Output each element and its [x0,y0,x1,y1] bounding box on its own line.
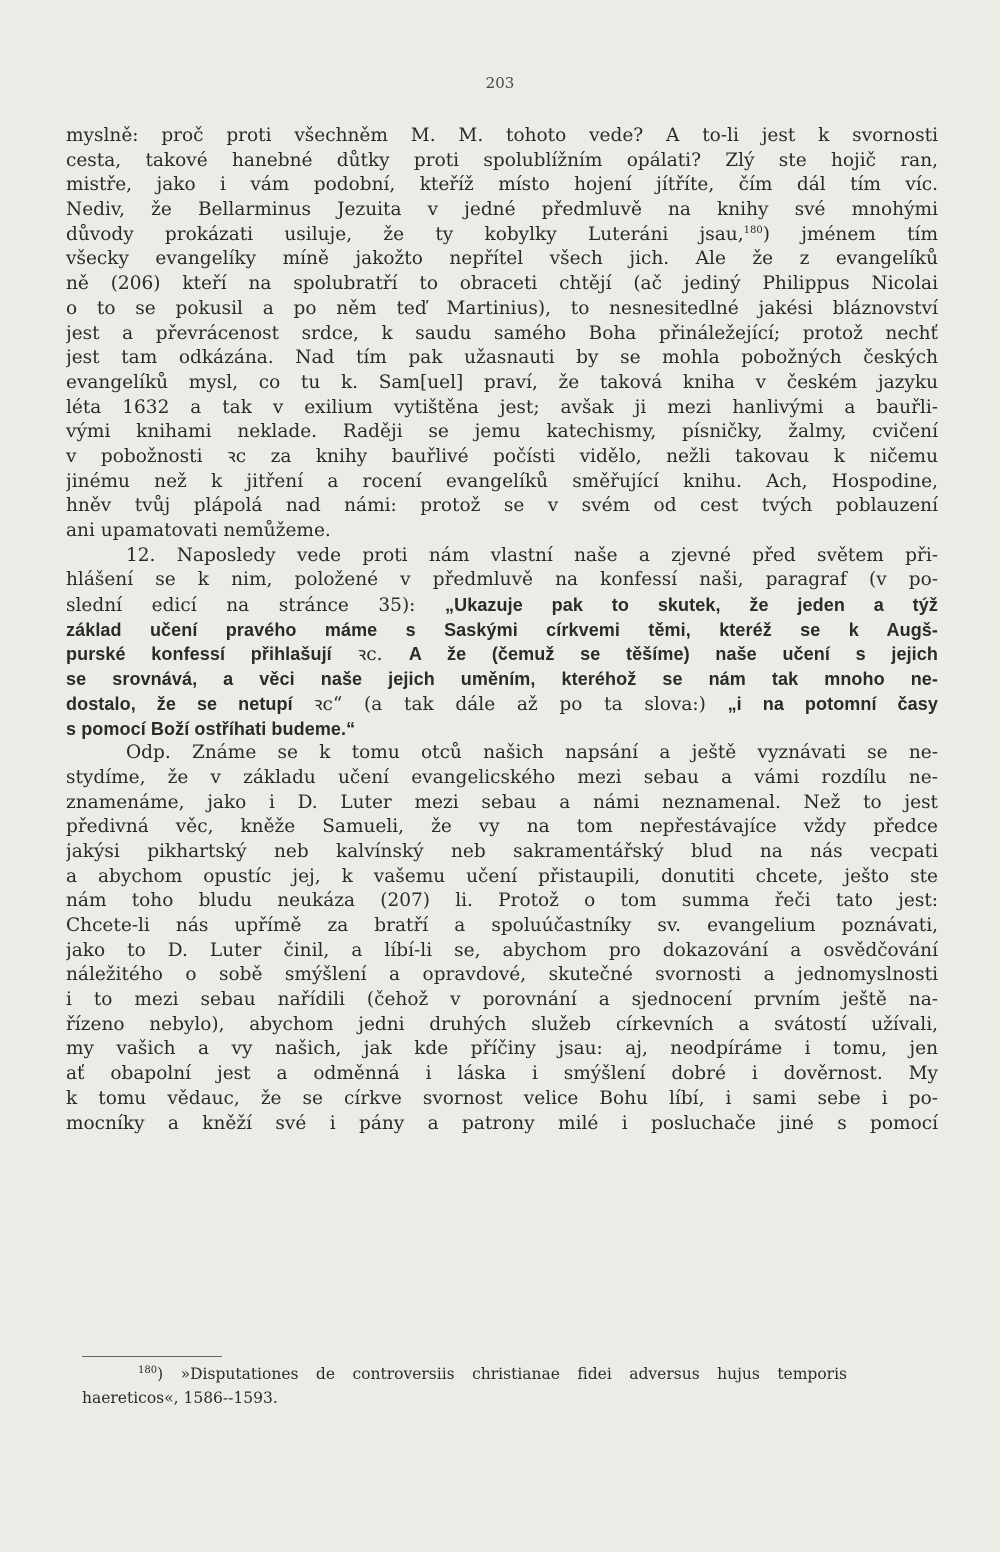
main-text [66,124,938,1136]
text-line: nám toho bludu neukáza (207) li. Protož o tom summa řeči tato jest: [66,890,938,912]
quote-text: „i na potomní časy [727,693,938,714]
page-number: 203 [485,74,515,92]
etc-abbrev: ꝛc. [357,644,409,666]
text-line: cesta, takové hanebné důtky proti spolublížním opálati? Zlý ste hojič ran, [66,149,938,171]
text-line: myslně: proč proti všechněm M. M. tohoto vede? A to-li jest k svornosti [66,125,938,146]
text-segment: ꝛc“ (a tak dále až po ta slova:) [313,693,728,715]
text-line: i to mezi sebau nařídili (čehož v porovnání a sjednocení prvním ještě na- [66,989,938,1011]
text-line: jakýsi pikhartský neb kalvínský neb sakramentářský blud na nás vecpati [66,840,938,862]
text-line: v pobožnosti ꝛc za knihy bauřlivé počísti vidělo, nežli takovau k ničemu [66,445,938,467]
text-line: náležitého o sobě smýšlení a opravdové, skutečné svornosti a jednomyslnosti [66,964,938,986]
text-line: my vašich a vy našich, jak kde příčiny jsau: aj, neodpíráme i tomu, jen [66,1038,938,1060]
text-segment: ) jménem tím [762,223,938,245]
quote-text: A že (čemuž se těšíme) naše učení s jejich [408,644,938,665]
text-line: jest a převrácenost srdce, k saudu samého Boha přináležející; protož nechť [66,322,938,344]
text-line: Chcete-li nás upřímě za bratří a spoluúčastníky sv. evangelium poznávati, [66,915,938,936]
text-line: hlášení se k nim, položené v předmluvě na konfessí naši, paragraf (v po- [66,569,938,591]
text-segment: slední edicí na stránce 35): [66,595,416,617]
text-line: předivná věc, kněže Samueli, že vy na tom nepřestávajíce vždy předce [66,816,938,838]
reply-paragraph-start: Odp. Známe se k tomu otců našich napsání a ještě vyznávati se ne- [126,742,938,764]
footnote-180 [82,1362,847,1410]
text-line: ani upamatovati nemůžeme. [66,520,331,541]
quote-text: „Ukazuje pak to skutek, že jeden a týž [445,595,938,616]
footnote-text: ) »Disputationes de controversiis christianae fidei adversus hujus temporis [157,1365,847,1383]
text-line: a abychom opustíc jej, k vašemu učení přistaupili, donutiti chcete, ješto ste [66,865,938,887]
text-line: jinému než k jitření a rocení evangelíků směřující knihu. Ach, Hospodine, [66,470,938,492]
text-line-with-footnote-ref [66,223,938,248]
text-line: ať obapolní jest a odměnná i láska i smýšlení dobré i dověrnost. My [66,1063,938,1085]
text-line: evangelíků mysl, co tu k. Sam[uel] praví, že taková kniha v českém jazyku [66,371,938,393]
text-line: mocníky a kněží své i pány a patrony milé i posluchače jiné s pomocí [66,1112,938,1134]
text-line: stydíme, že v základu učení evangelicského mezi sebau a vámi rozdílu ne- [66,766,938,788]
footnote-marker: 180 [138,1364,158,1376]
text-segment: důvody prokázati usiluje, že ty kobylky Luteráni jsau, [66,223,744,245]
quote-line: základ učení pravého máme s Saskými církvemi těmi, kteréž se k Augš- [66,619,938,640]
quote-text: purské konfessí přihlašují [66,644,358,665]
text-line: jako to D. Luter činil, a líbí-li se, abychom pro dokazování a osvědčování [66,939,938,961]
text-line: mistře, jako i vám podobní, kteříž místo hojení jítříte, čím dál tím víc. [66,174,938,196]
quote-line: se srovnává, a věci naše jejich uměním, kteréhož se nám tak mnoho ne- [66,669,938,690]
footnote-reference[interactable]: 180 [743,224,763,236]
text-line: Nediv, že Bellarminus Jezuita v jedné předmluvě na knihy své mnohými [66,199,938,221]
quote-line: s pomocí Boží ostříhati budeme.“ [66,718,356,739]
footnote-line [82,1362,847,1386]
text-line: znamenáme, jako i D. Luter mezi sebau a námi neznamenal. Než to jest [66,791,938,813]
text-line: jest tam odkázána. Nad tím pak užasnauti by se mohla pobožných českých [66,347,938,369]
text-line: k tomu vědauc, že se církve svornost velice Bohu líbí, i sami sebe i po- [66,1087,938,1109]
text-line: řízeno nebylo), abychom jedni druhých služeb církevních a svátostí užívali, [66,1013,938,1035]
text-line: ně (206) kteří na spolubratří to obraceti chtějí (ač jediný Philippus Nicolai [66,273,938,295]
quote-text: dostalo, že se netupí [66,693,314,714]
text-line: hněv tvůj plápolá nad námi: protož se v svém od cest tvých poblauzení [66,495,938,517]
quote-line [66,642,938,667]
text-line: o to se pokusil a po něm teď Martinius), to nesnesitedlné jakési bláznovství [66,297,938,319]
paragraph-12-start: 12. Naposledy vede proti nám vlastní naše a zjevné před světem při- [126,544,938,566]
text-line: všecky evangelíky míně jakožto nepřítel všech jich. Ale že z evangelíků [66,248,938,270]
footnote-line: haereticos«, 1586--1593. [82,1389,278,1407]
text-line-quote-start [66,593,938,618]
text-line: vými knihami neklade. Raději se jemu katechismy, písničky, žalmy, cvičení [66,421,938,443]
text-line: léta 1632 a tak v exilium vytištěna jest; avšak ji mezi hanlivými a bauřli- [66,396,938,418]
quote-line [66,692,938,717]
footnote-divider [82,1356,222,1357]
